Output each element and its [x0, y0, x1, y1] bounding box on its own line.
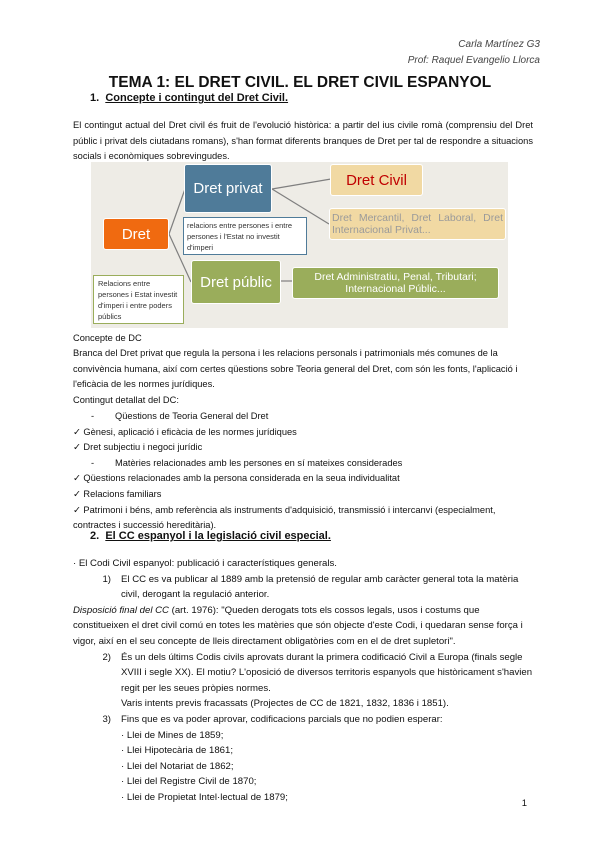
- diagram-node-other-private: Dret Mercantil, Dret Laboral, Dret Internacional Privat...: [329, 208, 506, 240]
- diagram-node-other-public: Dret Administratiu, Penal, Tributari; Internacional Públic...: [292, 267, 499, 299]
- final-disposition: Disposició final del CC (art. 1976): "Queden derogats tots els cossos legals, usos i costums que constitueixen el dret civil comú en totes les matèries que són objecte d'este Codi, i quedaran sense força i vigor, així en el seu concepte de lleis directament obligatòries com en el de dret supletori".: [73, 604, 523, 647]
- list-item: · Llei Hipotecària de 1861;: [121, 745, 233, 757]
- section-title: Concepte i contingut del Dret Civil.: [105, 92, 289, 104]
- professor-name: Prof: Raquel Evangelio Llorca: [407, 55, 540, 66]
- concept-heading: Concepte de DC: [73, 333, 142, 343]
- point-1: 1) El CC es va publicar al 1889 amb la pretensió de regular amb caràcter general tota la matèria civil, derogant la regulació anterior.: [102, 573, 519, 601]
- diagram-node-dret-privat: Dret privat: [184, 164, 272, 213]
- point-2: 2) És un dels últims Codis civils aprovats durant la primera codificació Civil a Europa (finals segle XVIII i segle XX). El motiu? L'oposició de diversos territoris espanyols que històricament s'havien regit per les seues pròpies normes. Varis intents previs fracassats (Projectes de CC de 1821, 1832, 1836 i 1851).: [102, 651, 533, 710]
- list-item: · Llei del Registre Civil de 1870;: [121, 776, 257, 788]
- diagram-node-dret-public: Dret públic: [191, 260, 281, 304]
- page-number: 1: [521, 798, 527, 809]
- list-item: · Llei de Propietat Intel·lectual de 1879;: [121, 791, 288, 803]
- list-item: - Matèries relacionades amb les persones en sí mateixes considerades: [91, 457, 403, 468]
- page-title: TEMA 1: EL DRET CIVIL. EL DRET CIVIL ESPANYOL: [108, 74, 492, 91]
- point-3: 3) Fins que es va poder aprovar, codificacions parcials que no podien esperar:: [102, 713, 443, 725]
- author-name: Carla Martínez G3: [458, 39, 540, 50]
- diagram-note-public: Relacions entre persones i Estat investit d'imperi i entre poders públics: [93, 275, 184, 324]
- list-item: ✓ Dret subjectiu i negoci jurídic: [73, 442, 203, 453]
- diagram-node-dret: Dret: [103, 218, 169, 250]
- list-item: - Qüestions de Teoria General del Dret: [91, 411, 269, 421]
- subheading: · El Codi Civil espanyol: publicació i característiques generals.: [73, 558, 337, 569]
- law-list: [73, 728, 533, 806]
- list-item: · Llei del Notariat de 1862;: [121, 760, 234, 772]
- section-number: 1.: [90, 92, 100, 104]
- intro-paragraph: El contingut actual del Dret civil és fruit de l'evolució històrica: a partir del ius civile romà (comprensiu del Dret públic i privat dels ciutadans romans), s'han format diferents branques de Dret per tal de respondre a situacions socials i econòmiques sobrevingudes.: [73, 120, 533, 162]
- diagram-note-privat: relacions entre persones i entre persones i l'Estat no investit d'imperi: [183, 217, 307, 255]
- detail-list: [73, 409, 533, 534]
- list-item: ✓ Relacions familiars: [73, 488, 162, 499]
- list-item: ✓ Qüestions relacionades amb la persona considerada en la seua individualitat: [73, 473, 400, 484]
- list-item: ✓ Patrimoni i béns, amb referència als instruments d'adquisició, transmissió i intercanvi (especialment, contractes i successió hereditària).: [73, 504, 496, 531]
- section-title: El CC espanyol i la legislació civil especial.: [105, 530, 331, 542]
- section-2-body: [73, 556, 533, 806]
- section-number: 2.: [90, 530, 100, 542]
- section-1-heading: [90, 92, 288, 104]
- section-2-heading: [90, 530, 331, 542]
- concept-text: Branca del Dret privat que regula la persona i les relacions personals i patrimonials més comunes de la convivència humana, així com certes qüestions sobre Teoria general del Dret, com són les fonts, l'aplicació i l'eficàcia de les normes jurídiques.: [73, 348, 518, 390]
- law-branches-diagram: [91, 162, 508, 328]
- diagram-node-dret-civil: Dret Civil: [330, 164, 423, 196]
- list-item: · Llei de Mines de 1859;: [121, 729, 224, 741]
- detail-heading: Contingut detallat del DC:: [73, 395, 179, 405]
- list-item: ✓ Gènesi, aplicació i eficàcia de les normes jurídiques: [73, 426, 297, 437]
